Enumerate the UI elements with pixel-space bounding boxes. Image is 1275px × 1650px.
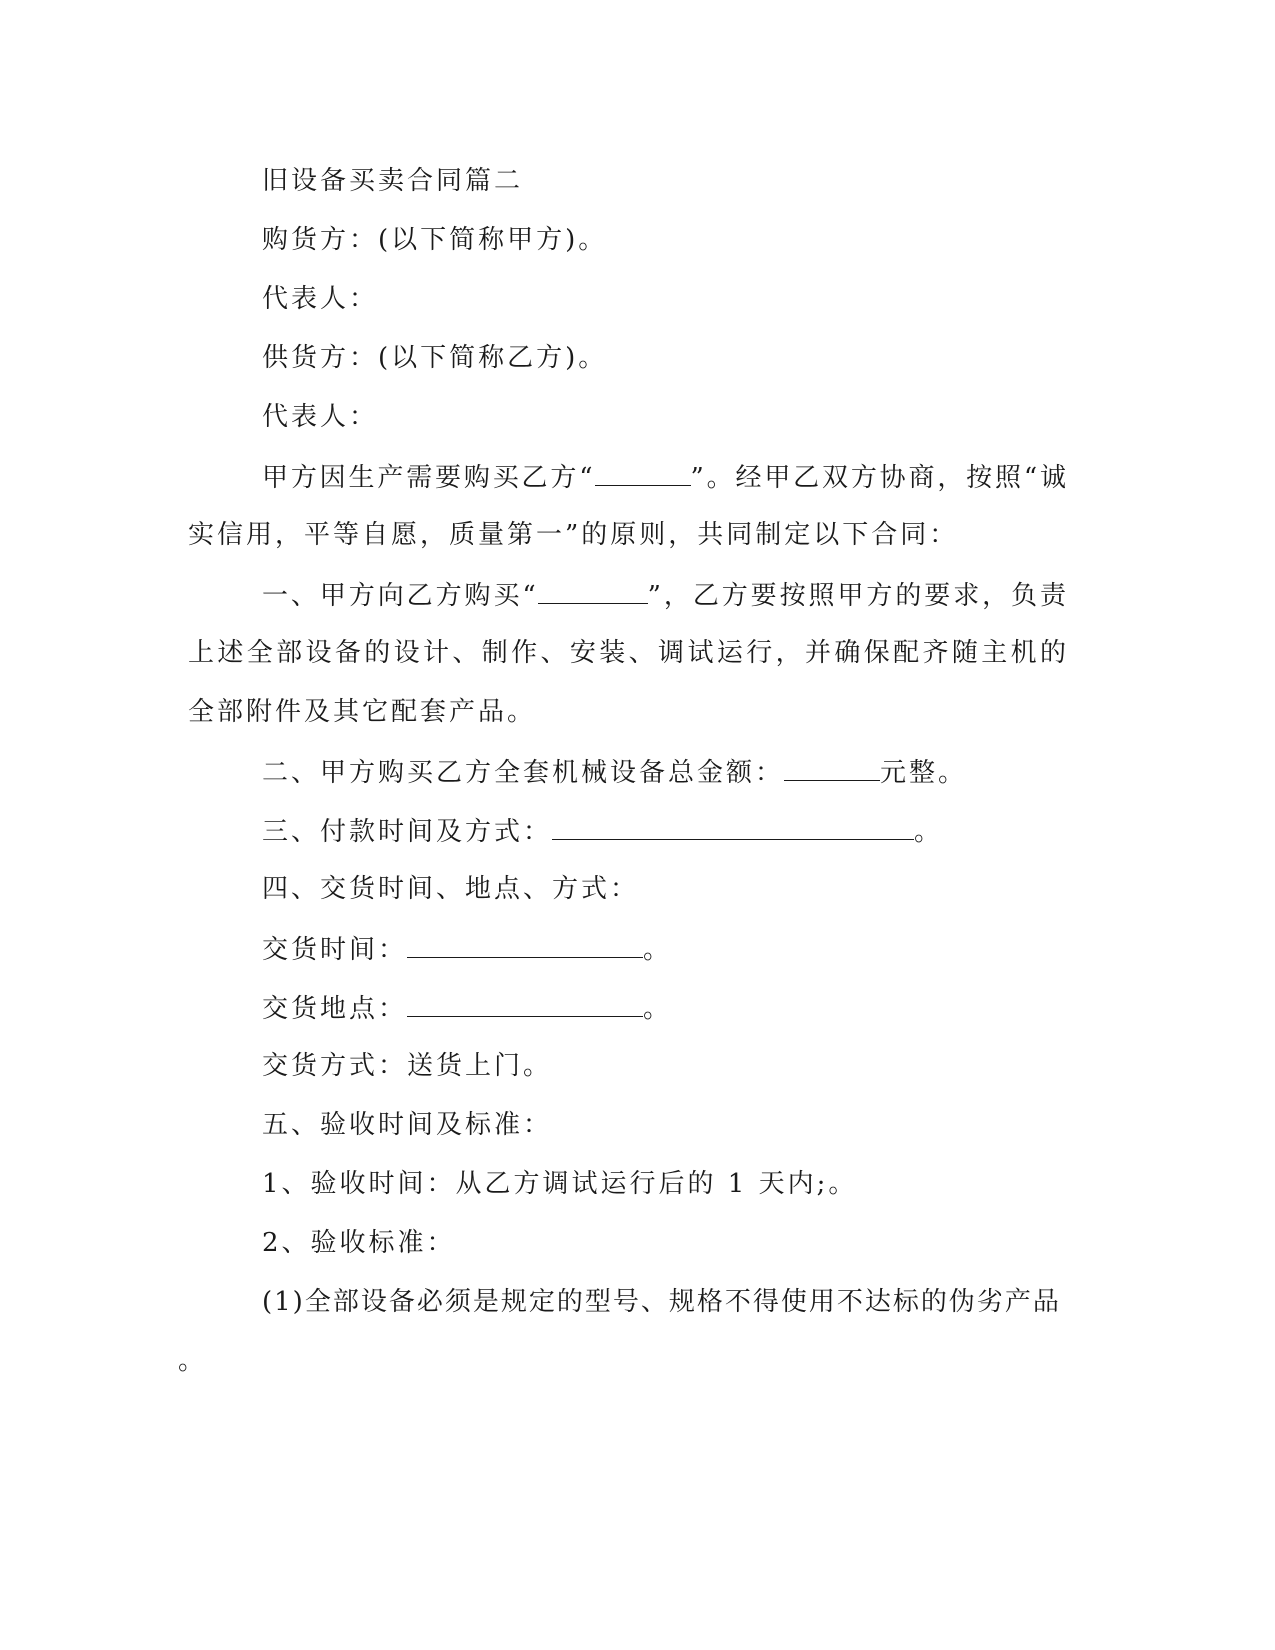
intro-paragraph-line-2: 实信用，平等自愿，质量第一”的原则，共同制定以下合同： <box>188 520 959 550</box>
blank-delivery-time <box>407 935 643 958</box>
buyer-line: 购货方：(以下简称甲方)。 <box>262 225 608 255</box>
acceptance-standard-item-1: (1)全部设备必须是规定的型号、规格不得使用不达标的伪劣产品 <box>262 1287 1061 1317</box>
clause-3-line <box>262 817 943 845</box>
clause-3-text-a: 三、付款时间及方式： <box>262 817 553 847</box>
seller-rep-line: 代表人： <box>262 402 379 432</box>
clause-2-text-b: 元整。 <box>880 758 968 788</box>
delivery-time-end: 。 <box>643 935 673 965</box>
delivery-place-label: 交货地点： <box>262 994 408 1024</box>
delivery-place-line <box>262 994 672 1022</box>
clause-1-line-3: 全部附件及其它配套产品。 <box>188 697 537 727</box>
blank-equipment-name <box>538 581 648 604</box>
clause-1-text-a2: ”，乙方要按照甲方的要求，负责 <box>647 581 1068 611</box>
acceptance-standard-item-1-end: 。 <box>178 1346 208 1376</box>
blank-payment-terms <box>552 817 914 840</box>
clause-4-heading: 四、交货时间、地点、方式： <box>262 874 640 904</box>
delivery-time-label: 交货时间： <box>262 935 408 965</box>
document-title: 旧设备买卖合同篇二 <box>262 166 524 196</box>
clause-2-text-a: 二、甲方购买乙方全套机械设备总金额： <box>262 758 785 788</box>
clause-1-line-2: 上述全部设备的设计、制作、安装、调试运行，并确保配齐随主机的 <box>188 638 1068 668</box>
clause-3-text-b: 。 <box>914 817 944 847</box>
intro-text-a1: 甲方因生产需要购买乙方“ <box>262 463 595 493</box>
acceptance-time-line: 1、验收时间：从乙方调试运行后的 1 天内;。 <box>262 1169 858 1199</box>
clause-1-text-a1: 一、甲方向乙方购买“ <box>262 581 538 611</box>
blank-product-name <box>595 463 691 486</box>
delivery-place-end: 。 <box>643 994 673 1024</box>
buyer-rep-line: 代表人： <box>262 284 379 314</box>
intro-paragraph-line-1 <box>262 463 1068 491</box>
clause-1-line-1 <box>262 581 1068 609</box>
acceptance-standard-line: 2、验收标准： <box>262 1228 456 1258</box>
blank-delivery-place <box>407 994 643 1017</box>
delivery-method-line: 交货方式：送货上门。 <box>262 1051 553 1081</box>
clause-2-line <box>262 758 967 786</box>
clause-5-heading: 五、验收时间及标准： <box>262 1110 553 1140</box>
blank-total-amount <box>784 758 880 781</box>
seller-line: 供货方：(以下简称乙方)。 <box>262 343 608 373</box>
intro-text-a2: ”。经甲乙双方协商，按照“诚 <box>690 463 1068 493</box>
delivery-time-line <box>262 935 672 963</box>
